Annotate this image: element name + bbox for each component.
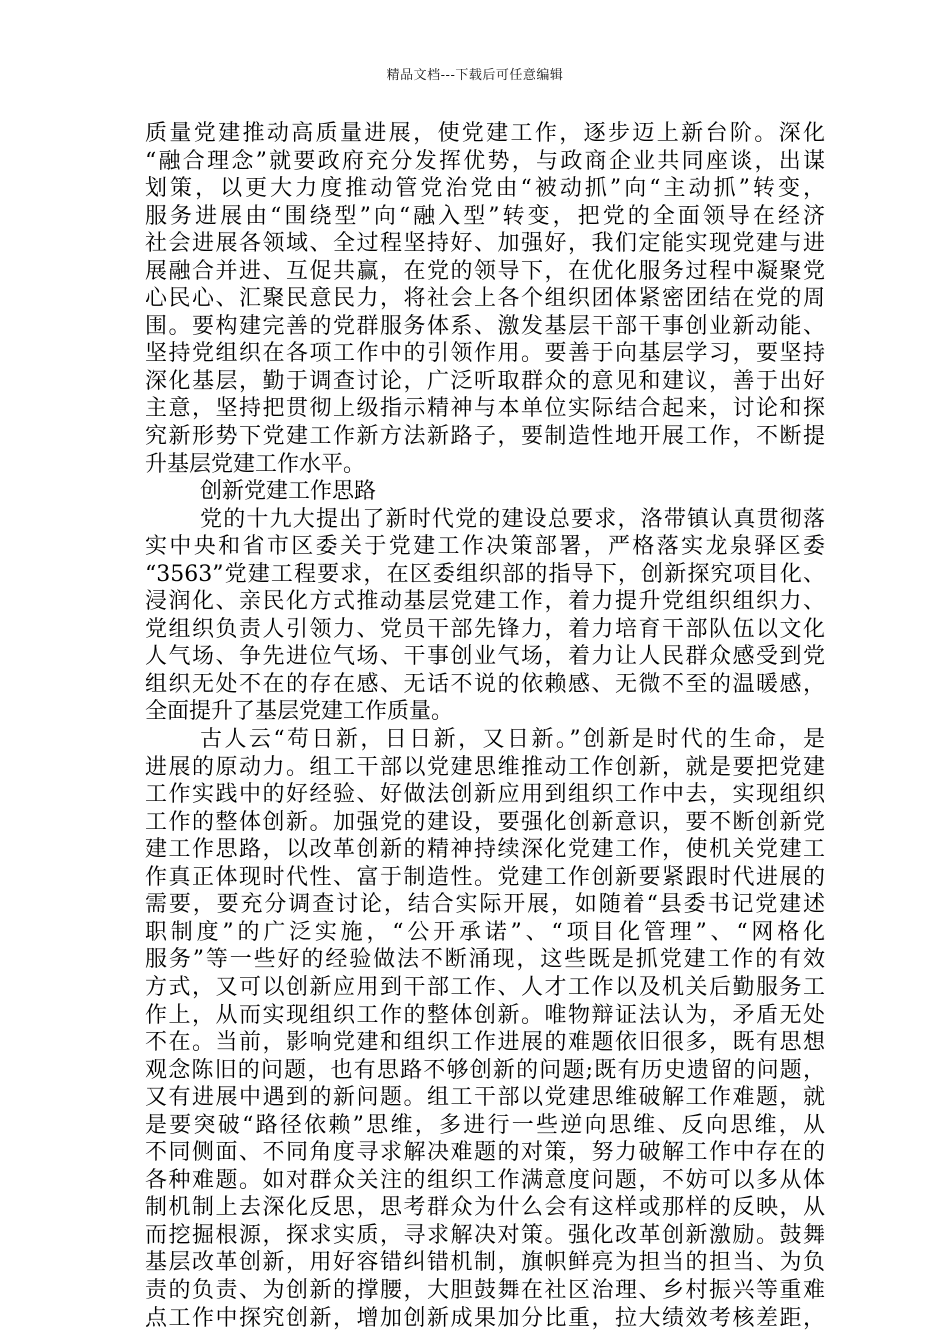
text-line: 社会进展各领域、全过程坚持好、加强好，我们定能实现党建与进 xyxy=(145,231,825,257)
text-line: 又有进展中遇到的新问题。组工干部以党建思维破解工作难题，就 xyxy=(145,1085,825,1111)
text-line: 党组织负责人引领力、党员干部先锋力，着力培育干部队伍以文化 xyxy=(145,616,825,642)
text-line: 展融合并进、互促共赢，在党的领导下，在优化服务过程中凝聚党 xyxy=(145,258,825,284)
text-line: 方式，又可以创新应用到干部工作、人才工作以及机关后勤服务工 xyxy=(145,974,825,1000)
text-line: 责的负责、为创新的撑腰，大胆鼓舞在社区治理、乡村振兴等重难 xyxy=(145,1277,825,1303)
text-line: 不在。当前，影响党建和组织工作进展的难题依旧很多，既有思想 xyxy=(145,1030,825,1056)
text-line: 不同侧面、不同角度寻求解决难题的对策，努力破解工作中存在的 xyxy=(145,1140,825,1166)
text-line: 观念陈旧的问题，也有思路不够创新的问题;既有历史遗留的问题， xyxy=(145,1057,825,1083)
text-line: 深化基层，勤于调查讨论，广泛听取群众的意见和建议，善于出好 xyxy=(145,368,825,394)
document-body xyxy=(145,120,825,1332)
text-line: 需要，要充分调查讨论，结合实际开展，如随着“县委书记党建述 xyxy=(145,892,825,918)
text-line: 围。要构建完善的党群服务体系、激发基层干部干事创业新动能、 xyxy=(145,313,825,339)
text-line: 作上，从而实现组织工作的整体创新。唯物辩证法认为，矛盾无处 xyxy=(145,1002,825,1028)
text-line: 古人云“苟日新，日日新，又日新。”创新是时代的生命，是 xyxy=(200,727,825,753)
text-line: 升基层党建工作水平。 xyxy=(145,451,366,477)
text-line: 服务”等一些好的经验做法不断涌现，这些既是抓党建工作的有效 xyxy=(145,947,825,973)
text-line: 组织无处不在的存在感、无话不说的依赖感、无微不至的温暖感， xyxy=(145,671,825,697)
text-line: 点工作中探究创新，增加创新成果加分比重，拉大绩效考核差距， xyxy=(145,1305,825,1331)
text-line: 质量党建推动高质量进展，使党建工作，逐步迈上新台阶。深化 xyxy=(145,121,825,146)
text-line: “融合理念”就要政府充分发挥优势，与政商企业共同座谈，出谋 xyxy=(145,148,825,174)
text-line: 各种难题。如对群众关注的组织工作满意度问题，不妨可以多从体 xyxy=(145,1167,825,1193)
text-line: 而挖掘根源，探求实质，寻求解决对策。强化改革创新激励。鼓舞 xyxy=(145,1222,825,1248)
text-line: 工作实践中的好经验、好做法创新应用到组织工作中去，实现组织 xyxy=(145,782,825,808)
text-line: 制机制上去深化反思，思考群众为什么会有这样或那样的反映，从 xyxy=(145,1195,825,1221)
text-line: 划策，以更大力度推动管党治党由“被动抓”向“主动抓”转变， xyxy=(145,176,825,202)
text-line: 全面提升了基层党建工作质量。 xyxy=(145,699,454,725)
text-line: 服务进展由“围绕型”向“融入型”转变，把党的全面领导在经济 xyxy=(145,203,825,229)
text-line: 主意，坚持把贯彻上级指示精神与本单位实际结合起来，讨论和探 xyxy=(145,396,825,422)
text-line: 进展的原动力。组工干部以党建思维推动工作创新，就是要把党建 xyxy=(145,754,825,780)
text-line: 职制度”的广泛实施，“公开承诺”、“项目化管理”、“网格化 xyxy=(145,919,825,945)
text-line: 作真正体现时代性、富于制造性。党建工作创新要紧跟时代进展的 xyxy=(145,864,825,890)
text-line: “3563”党建工程要求，在区委组织部的指导下，创新探究项目化、 xyxy=(145,561,825,587)
section-heading: 创新党建工作思路 xyxy=(200,479,377,505)
text-line: 究新形势下党建工作新方法新路子，要制造性地开展工作，不断提 xyxy=(145,424,825,450)
text-line: 建工作思路，以改革创新的精神持续深化党建工作，使机关党建工 xyxy=(145,837,825,863)
text-line: 心民心、汇聚民意民力，将社会上各个组织团体紧密团结在党的周 xyxy=(145,286,825,312)
text-line: 实中央和省市区委关于党建工作决策部署，严格落实龙泉驿区委 xyxy=(145,534,825,560)
text-line: 是要突破“路径依赖”思维，多进行一些逆向思维、反向思维，从 xyxy=(145,1112,825,1138)
text-line: 工作的整体创新。加强党的建设，要强化创新意识，要不断创新党 xyxy=(145,809,825,835)
text-line: 党的十九大提出了新时代党的建设总要求，洛带镇认真贯彻落 xyxy=(200,506,825,532)
text-line: 基层改革创新，用好容错纠错机制，旗帜鲜亮为担当的担当、为负 xyxy=(145,1250,825,1276)
text-line: 人气场、争先进位气场、干事创业气场，着力让人民群众感受到党 xyxy=(145,644,825,670)
page-header: 精品文档---下载后可任意编辑 xyxy=(386,68,564,83)
text-line: 浸润化、亲民化方式推动基层党建工作，着力提升党组织组织力、 xyxy=(145,589,825,615)
text-line: 坚持党组织在各项工作中的引领作用。要善于向基层学习，要坚持 xyxy=(145,341,825,367)
